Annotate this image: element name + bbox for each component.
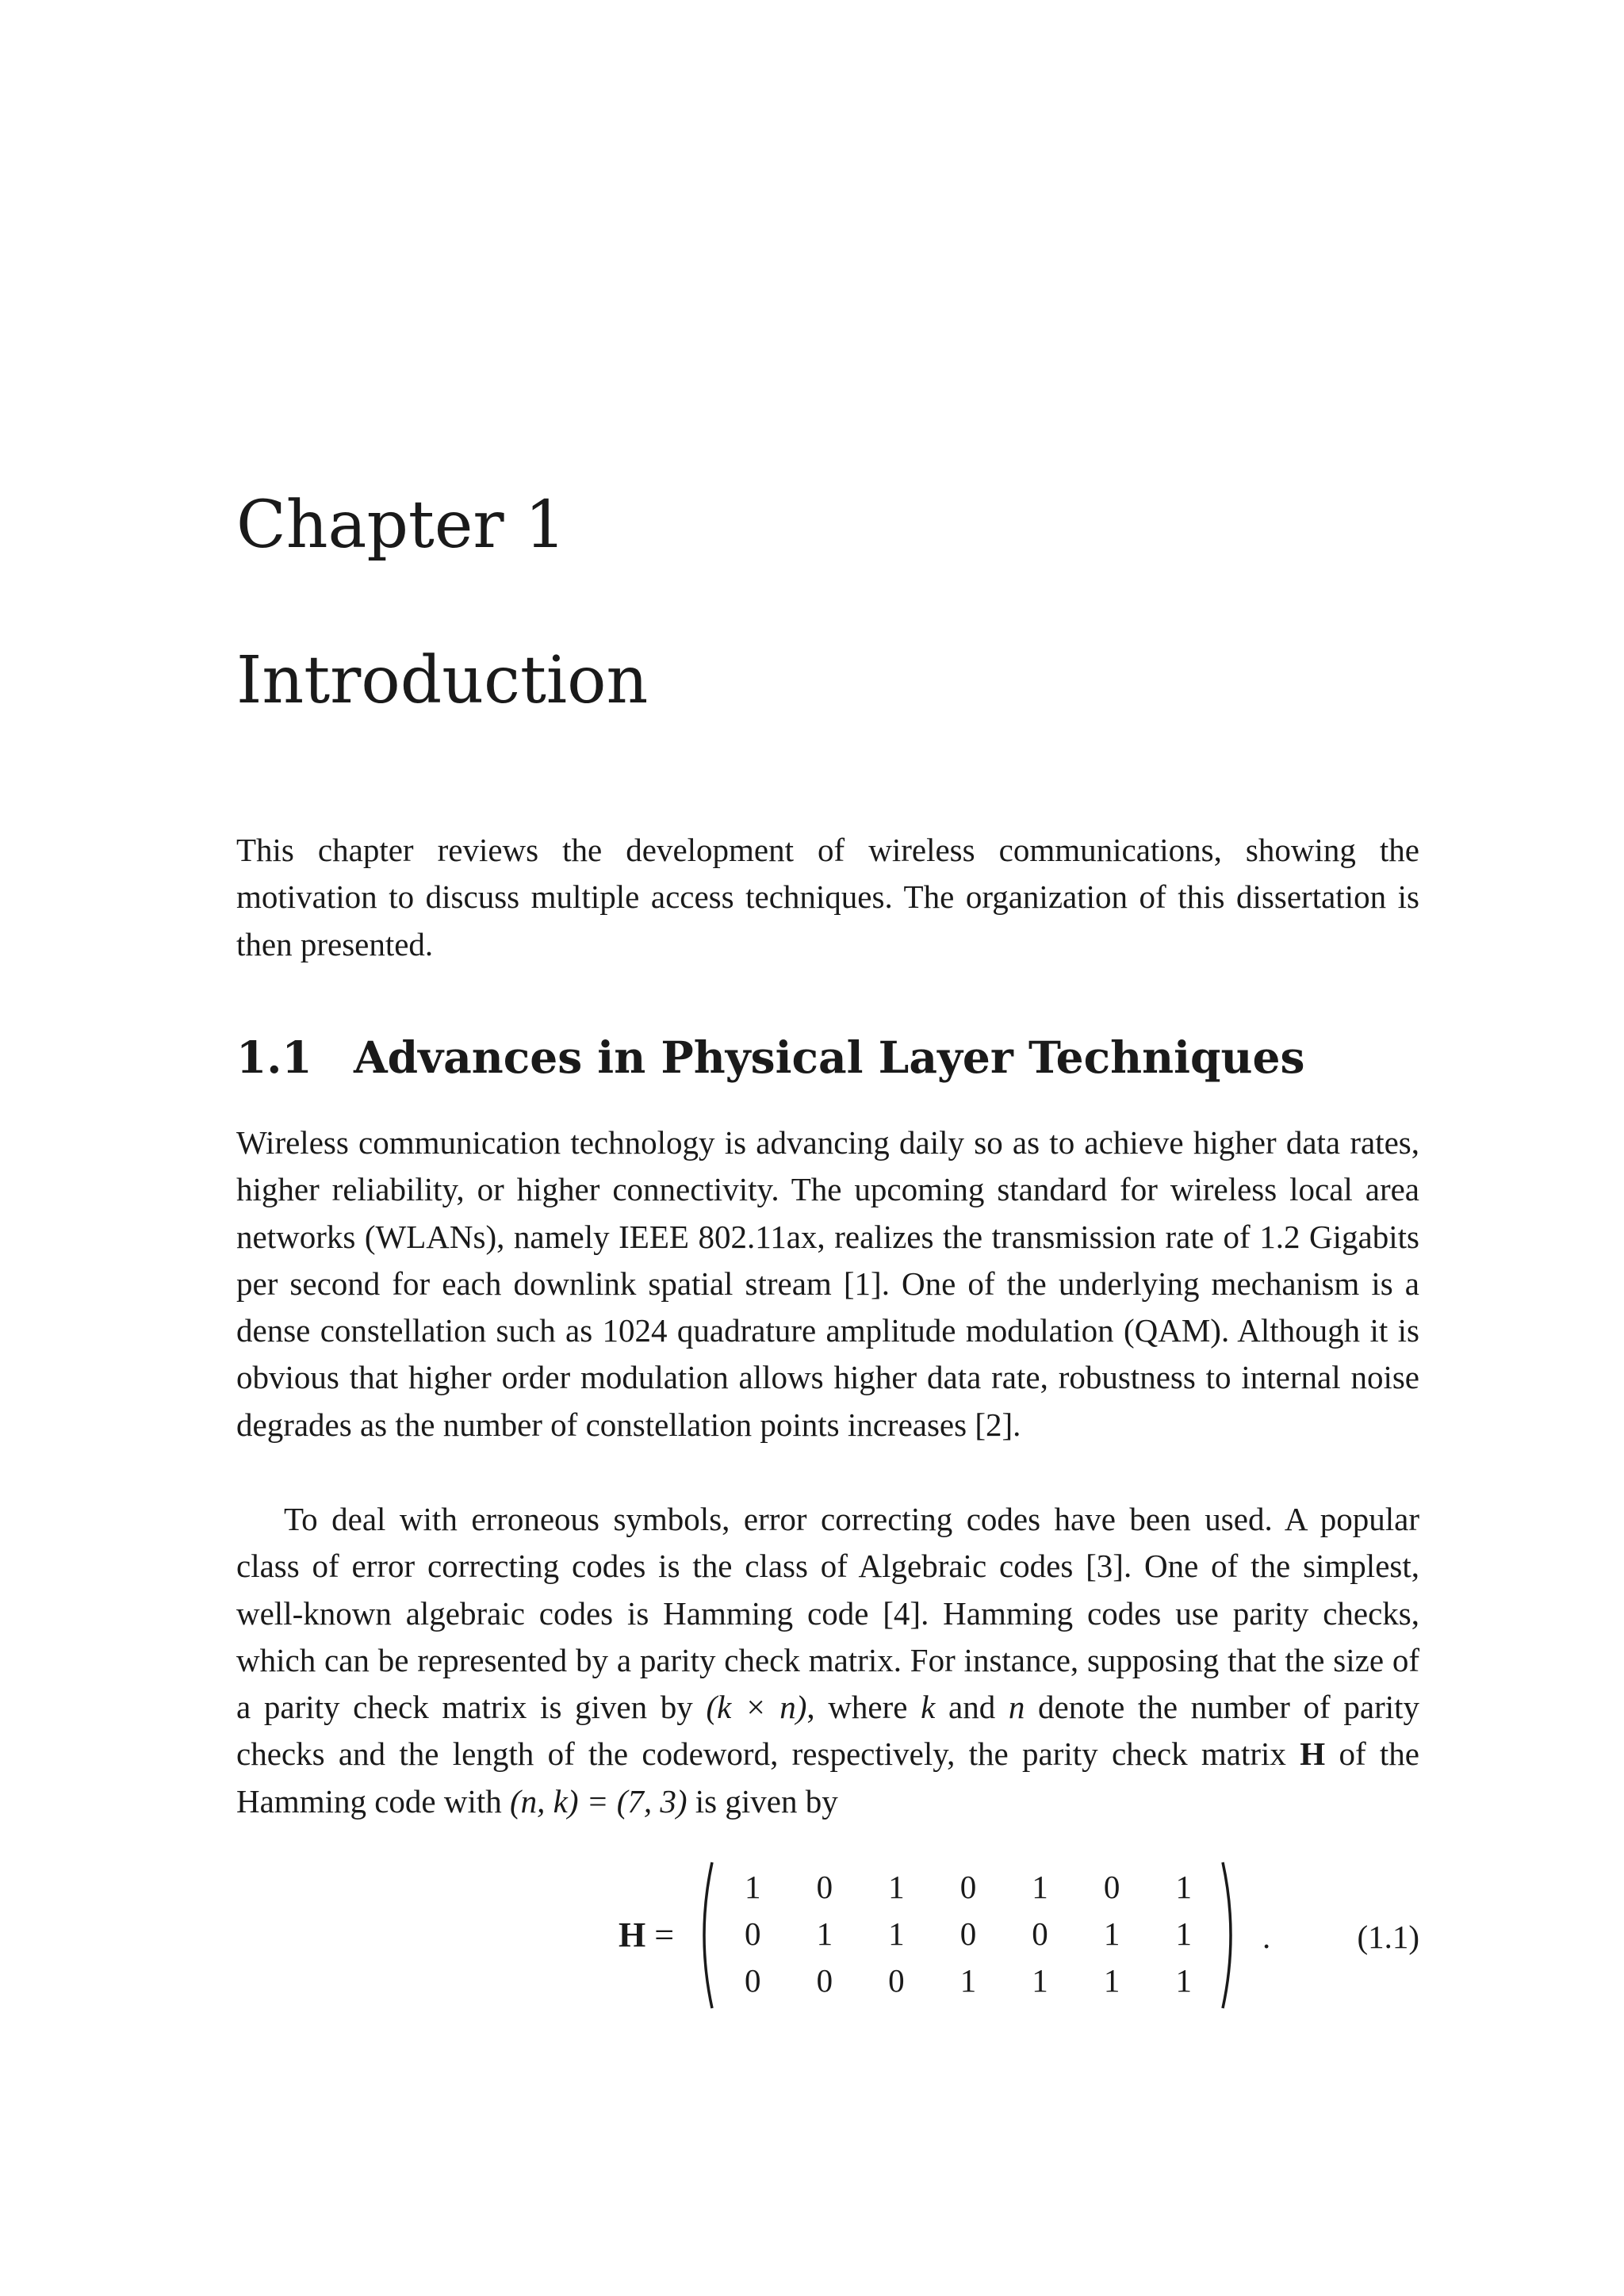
paragraph-text: is given by [687, 1782, 838, 1820]
matrix-cell: 1 [1032, 1962, 1048, 1999]
chapter-title: Introduction [236, 643, 649, 718]
paragraph-text: To deal with erroneous symbols, error correcting codes have been used. A popular class of error correcting codes is the class of Algebraic codes [3]. One of the simplest, well-known algebraic codes is Hamming code [4]. Hamming codes use parity checks, which can be represented by a parity check matrix. For instance, supposing that the size of a parity check matrix is given by [236, 1501, 1419, 1726]
matrix-row [717, 1911, 1220, 1957]
inline-math: (k × n) [706, 1689, 807, 1726]
matrix-cell: 1 [888, 1869, 905, 1905]
left-parenthesis [695, 1859, 715, 2011]
matrix-cell: 1 [1103, 1915, 1120, 1952]
matrix-cell: 1 [745, 1869, 761, 1905]
bold-matrix-symbol: H [1300, 1735, 1326, 1773]
matrix-cell: 0 [1103, 1869, 1120, 1905]
intro-paragraph: This chapter reviews the development of wireless communications, showing the motivation to discuss multiple access techniques. The organization of this dissertation is then presented. [236, 832, 1419, 962]
matrix-cell: 1 [1175, 1869, 1192, 1905]
body-paragraph-1: Wireless communication technology is advancing daily so as to achieve higher data rates, higher reliability, or higher connectivity. The upcoming standard for wireless local area networks (WLANs), namely IEEE 802.11ax, realizes the transmission rate of 1.2 Gigabits per second for each downlink spatial stream [1]. One of the underlying mechanism is a dense constellation such as 1024 quadrature amplitude modulation (QAM). Although it is obvious that higher order modulation allows higher data rate, robustness to internal noise degrades as the number of constellation points increases [2]. [236, 1124, 1419, 1443]
document-page [236, 0, 1419, 2296]
matrix-cell: 1 [888, 1915, 905, 1952]
inline-math: n [1008, 1689, 1025, 1726]
matrix-cell: 0 [745, 1915, 761, 1952]
matrix-cell: 0 [1032, 1915, 1048, 1952]
matrix-cell: 0 [959, 1915, 977, 1952]
equation-number: (1.1) [1357, 1919, 1419, 1955]
matrix-cell: 0 [816, 1962, 833, 1999]
equals-sign: = [654, 1915, 675, 1954]
matrix-cell: 1 [1032, 1869, 1048, 1905]
equation-period: . [1262, 1919, 1271, 1955]
paragraph-text: of the Hamming code with [236, 1735, 1419, 1820]
equation-lhs-symbol: H [619, 1915, 646, 1954]
paragraph-text: denote the number of parity checks and the length of the codeword, respectively, the parity check matrix [236, 1689, 1419, 1773]
matrix-cell: 1 [959, 1962, 977, 1999]
matrix-cell: 1 [816, 1915, 833, 1952]
matrix-cell: 0 [745, 1962, 761, 1999]
matrix-row [717, 1864, 1220, 1911]
inline-math: (n, k) = (7, 3) [510, 1782, 688, 1820]
matrix-cell: 1 [1175, 1962, 1192, 1999]
equation-lhs [619, 1915, 675, 1954]
paragraph-text: and [935, 1689, 1009, 1726]
inline-math: k [921, 1689, 936, 1726]
body-paragraph-2 [236, 1496, 1419, 1825]
equation-1-1 [236, 1859, 1419, 2018]
paragraph-text: , where [806, 1689, 921, 1726]
parity-check-matrix [717, 1864, 1220, 2004]
section-number: 1.1 [236, 1031, 312, 1083]
matrix-cell: 0 [888, 1962, 905, 1999]
right-parenthesis [1220, 1859, 1240, 2011]
matrix-cell: 1 [1175, 1915, 1192, 1952]
matrix-cell: 1 [1103, 1962, 1120, 1999]
matrix-row [717, 1957, 1220, 2004]
matrix-cell: 0 [959, 1869, 977, 1905]
section-title: Advances in Physical Layer Techniques [354, 1031, 1305, 1083]
matrix-cell: 0 [816, 1869, 833, 1905]
section-heading [236, 1031, 1419, 1083]
chapter-label: Chapter 1 [236, 488, 566, 563]
